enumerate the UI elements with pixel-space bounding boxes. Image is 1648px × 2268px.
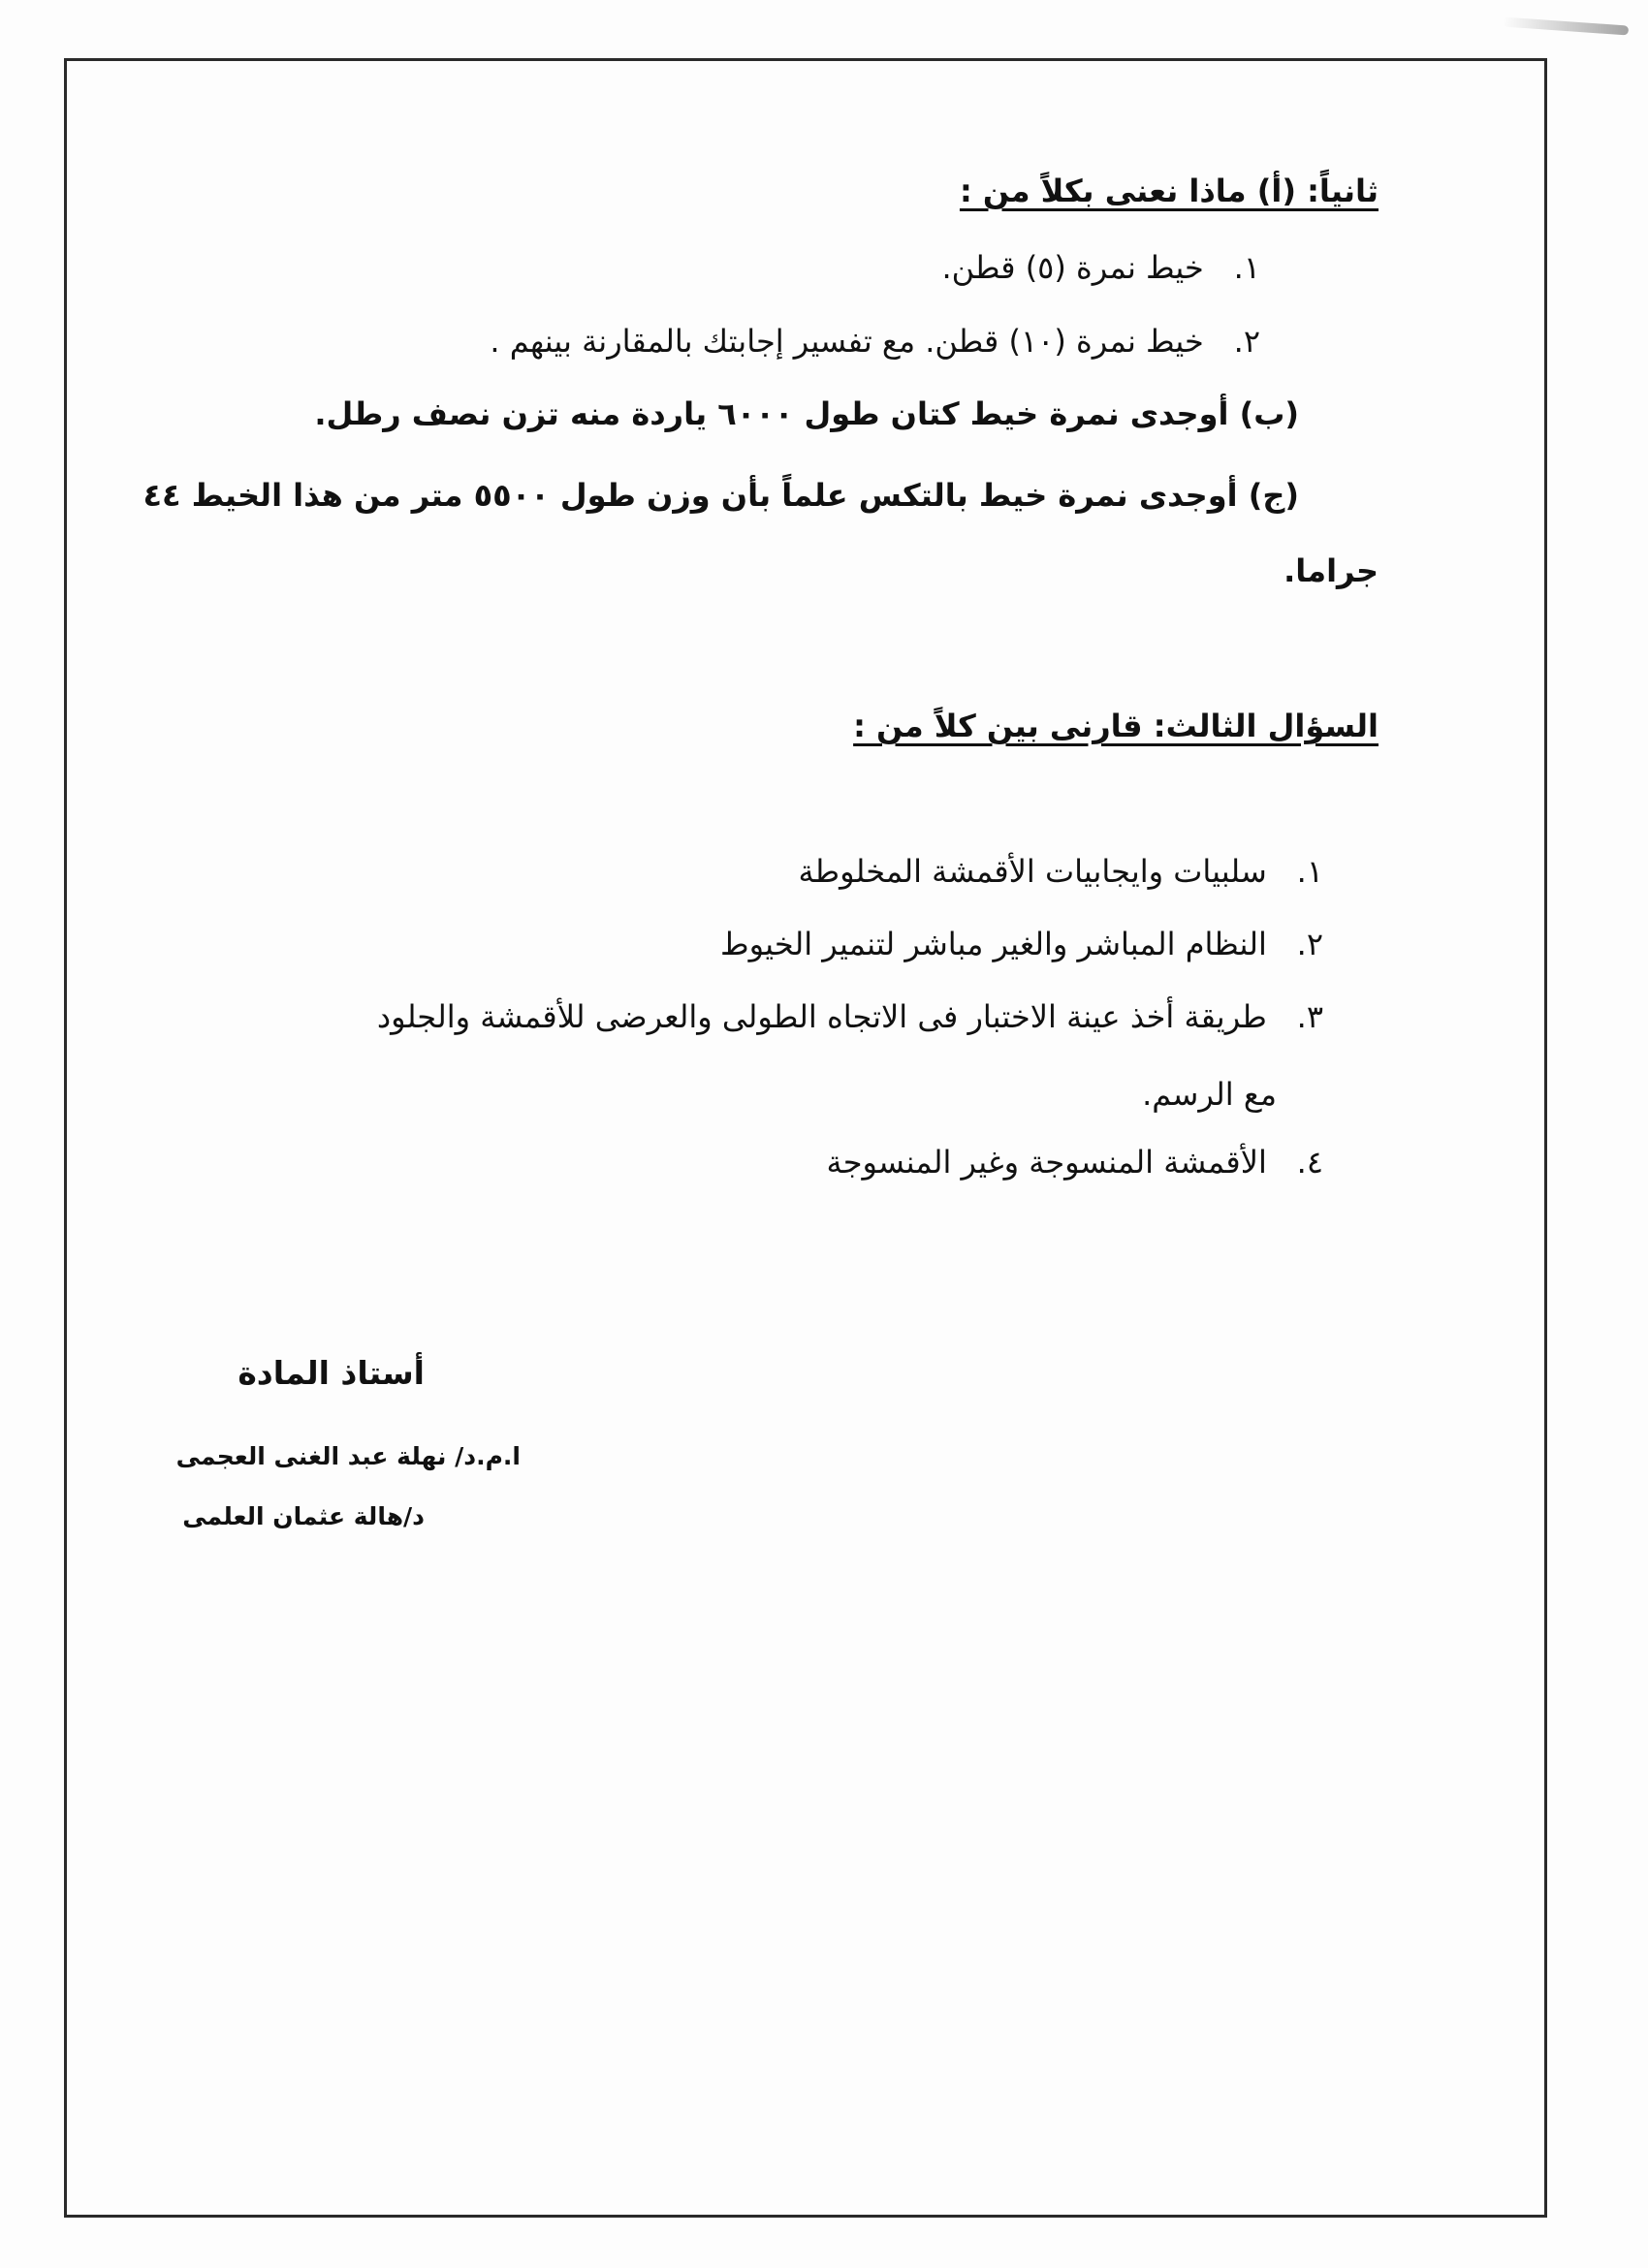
section-three-title: السؤال الثالث: قارنى بين كلاً من : bbox=[853, 708, 1379, 744]
item-text: مع الرسم. bbox=[1142, 1076, 1277, 1113]
part-c-question: (ج) أوجدى نمرة خيط بالتكس علماً بأن وزن طول ٥٥٠٠ متر من هذا الخيط ٤٤ bbox=[143, 477, 1299, 514]
item-number: ٣. bbox=[1296, 998, 1323, 1035]
signature-name: ا.م.د/ نهلة عبد الغنى العجمى bbox=[175, 1442, 521, 1470]
section-two-title: ثانياً: (أ) ماذا نعنى بكلاً من : bbox=[959, 173, 1379, 209]
item-number: ١. bbox=[1233, 249, 1260, 286]
item-number: ٤. bbox=[1296, 1144, 1323, 1181]
list-item-continued bbox=[1142, 1076, 1277, 1113]
list-item bbox=[827, 1144, 1323, 1181]
part-b-question: (ب) أوجدى نمرة خيط كتان طول ٦٠٠٠ ياردة منه تزن نصف رطل. bbox=[314, 395, 1299, 432]
item-number: ٢. bbox=[1296, 926, 1323, 962]
signature-heading: أستاذ المادة bbox=[238, 1354, 425, 1392]
list-item bbox=[941, 249, 1260, 286]
item-number: ٢. bbox=[1233, 323, 1260, 360]
list-item bbox=[720, 926, 1323, 962]
list-item bbox=[377, 998, 1323, 1035]
signature-name: د/هالة عثمان العلمى bbox=[182, 1502, 425, 1530]
list-item bbox=[490, 323, 1260, 360]
list-item bbox=[798, 853, 1323, 890]
item-text: خيط نمرة (٥) قطن. bbox=[941, 249, 1204, 286]
item-text: طريقة أخذ عينة الاختبار فى الاتجاه الطولى والعرضى للأقمشة والجلود bbox=[376, 998, 1267, 1035]
page-border bbox=[64, 58, 1547, 2218]
item-number: ١. bbox=[1296, 853, 1323, 890]
scan-corner-mark bbox=[1503, 16, 1629, 35]
part-c-question-continued: جراما. bbox=[1284, 552, 1379, 589]
item-text: خيط نمرة (١٠) قطن. مع تفسير إجابتك بالمقارنة بينهم . bbox=[490, 323, 1204, 360]
item-text: الأقمشة المنسوجة وغير المنسوجة bbox=[826, 1144, 1267, 1181]
item-text: سلبيات وايجابيات الأقمشة المخلوطة bbox=[798, 853, 1267, 890]
item-text: النظام المباشر والغير مباشر لتنمير الخيوط bbox=[720, 926, 1267, 962]
